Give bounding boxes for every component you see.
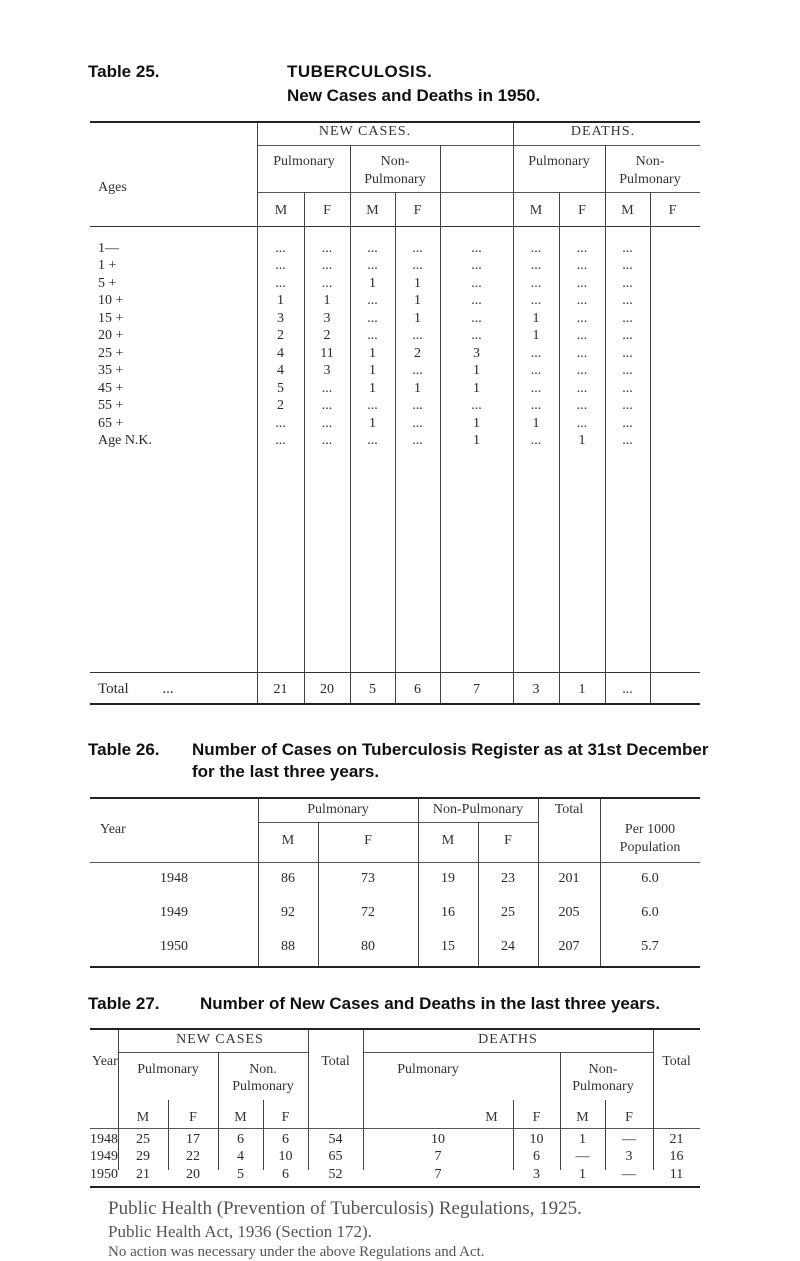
- t27-m-1: M: [136, 1110, 150, 1125]
- t25-age-row-label: 25 +: [98, 345, 124, 361]
- t25-age-row-cell: ...: [530, 398, 542, 414]
- t25-age-row-cell: ...: [576, 398, 588, 414]
- t27-year-row-cell: 10: [529, 1131, 544, 1147]
- table25-bottom-rule: [90, 703, 700, 705]
- t25-age-row-cell: ...: [412, 328, 423, 344]
- t25-age-row-cell: ...: [622, 363, 633, 379]
- t25-age-row-cell: ...: [576, 345, 588, 361]
- t25-age-row: [90, 240, 700, 258]
- t25-age-row: [90, 398, 700, 416]
- t25-age-row-cell: 1: [473, 380, 480, 396]
- t25-f-1: F: [323, 203, 331, 218]
- t27-year-row-cell: 11: [669, 1166, 684, 1182]
- t26-year-row-cell: 6.0: [641, 905, 659, 920]
- t27-year-row-cell: 52: [328, 1166, 343, 1182]
- t27-year-row-cell: —: [622, 1166, 636, 1182]
- t26-year-row-cell: 5.7: [641, 939, 659, 954]
- t25-age-row-cell: ...: [576, 328, 588, 344]
- t26-year-row-label: 1950: [160, 939, 188, 954]
- t27-year-row: [90, 1131, 700, 1149]
- t27-m-4: M: [576, 1110, 589, 1125]
- t27-non-header: Non.: [249, 1062, 277, 1077]
- t25-age-row-cell: ...: [412, 240, 423, 256]
- t25-total-row: [90, 681, 700, 698]
- t27-year-row-cell: 29: [136, 1149, 150, 1165]
- t25-age-row-cell: 1: [369, 380, 376, 396]
- t25-age-row-cell: ...: [622, 258, 633, 274]
- t27-year-row-cell: 20: [186, 1166, 200, 1182]
- table27-number: Table 27.: [88, 994, 160, 1013]
- footer-regulations-line: Public Health (Prevention of Tuberculosis) Regulations, 1925.: [108, 1198, 582, 1219]
- table26-number: Table 26.: [88, 740, 160, 759]
- t25-age-row-cell: 1: [532, 415, 540, 431]
- t26-year-row-label: 1948: [160, 871, 188, 886]
- t25-age-row-cell: 1: [532, 328, 540, 344]
- t26-year-row: [90, 930, 700, 964]
- t27-year-row-label: 1950: [90, 1166, 118, 1182]
- t25-age-row-cell: 5: [277, 380, 284, 396]
- t27-year-row-cell: 10: [431, 1131, 445, 1147]
- t25-m-3: M: [529, 203, 543, 218]
- t27-header-bottom-rule: [90, 1128, 700, 1129]
- t26-f-2: F: [504, 833, 512, 848]
- t25-age-row-cell: 2: [277, 328, 284, 344]
- t25-age-row-cell: ...: [576, 293, 588, 309]
- t25-age-row: [90, 363, 700, 381]
- t27-f-1: F: [189, 1110, 197, 1125]
- t25-age-row-cell: ...: [530, 380, 542, 396]
- t25-age-row-cell: ...: [622, 293, 633, 309]
- t25-age-row-cell: ...: [471, 258, 482, 274]
- t25-deaths-non-header: Non-: [635, 154, 665, 169]
- t25-m-1: M: [274, 203, 288, 218]
- table25-top-rule: [90, 121, 700, 123]
- t25-age-row-cell: ...: [412, 363, 423, 379]
- t25-total-cell: 3: [532, 681, 540, 697]
- t25-total-cell: ...: [622, 681, 633, 697]
- t26-m-1: M: [281, 833, 295, 848]
- t27-year-row-cell: 5: [237, 1166, 244, 1182]
- t25-age-row: [90, 275, 700, 293]
- t25-age-row-cell: ...: [622, 275, 633, 291]
- t25-f-3: F: [578, 203, 586, 218]
- t25-age-row: [90, 258, 700, 276]
- t27-year-row-cell: 7: [434, 1149, 442, 1165]
- table26-top-rule: [90, 797, 700, 799]
- t25-age-row-label: 5 +: [98, 275, 117, 291]
- t27-year-row-cell: —: [622, 1131, 636, 1147]
- t25-age-row-cell: ...: [576, 380, 588, 396]
- t25-age-row-label: 1—: [98, 240, 119, 256]
- t27-year-row-cell: 7: [434, 1166, 442, 1182]
- t27-year-row-cell: 21: [669, 1131, 684, 1147]
- t27-new-divider: [118, 1052, 308, 1053]
- t27-year-row: [90, 1149, 700, 1167]
- t25-total-cell: 21: [273, 681, 288, 697]
- table27-body: [90, 1131, 700, 1184]
- t25-age-row-cell: 1: [414, 380, 421, 396]
- t27-year-row-cell: 3: [533, 1166, 540, 1182]
- t25-age-row-cell: ...: [471, 398, 482, 414]
- t25-age-row-cell: ...: [321, 415, 333, 431]
- t25-age-row-cell: ...: [471, 328, 482, 344]
- t27-year-row-cell: —: [575, 1149, 590, 1165]
- t25-age-row-cell: ...: [367, 240, 378, 256]
- t26-year-row-cell: 19: [441, 871, 455, 886]
- t27-year-row-cell: 10: [278, 1149, 293, 1165]
- t25-age-row-cell: 1: [369, 415, 376, 431]
- t25-age-row-cell: ...: [321, 240, 333, 256]
- t25-deaths-pulmonary-header: Pulmonary: [528, 154, 590, 169]
- t27-year-row-cell: 25: [136, 1131, 150, 1147]
- footer-act-line: Public Health Act, 1936 (Section 172).: [108, 1222, 372, 1241]
- t26-year-row: [90, 862, 700, 896]
- t25-age-row-cell: 1: [414, 275, 421, 291]
- t25-age-row-cell: ...: [367, 433, 378, 449]
- table26-body: [90, 862, 700, 964]
- t25-age-row-label: 10 +: [98, 293, 124, 309]
- t25-header-divider: [257, 145, 700, 146]
- t27-total-header-1: Total: [321, 1054, 350, 1069]
- t26-per1000-header: Per 1000: [624, 822, 676, 837]
- t25-age-row-cell: ...: [471, 275, 482, 291]
- t25-age-row-cell: 3: [473, 345, 480, 361]
- t26-year-row-cell: 6.0: [641, 871, 659, 886]
- t25-age-row-cell: 1: [414, 293, 421, 309]
- t25-age-row-cell: ...: [275, 275, 286, 291]
- t26-year-row-cell: 205: [558, 905, 580, 920]
- t25-deaths-header: DEATHS.: [570, 124, 636, 139]
- t27-m-3: M: [485, 1110, 498, 1125]
- t25-age-row-cell: ...: [622, 415, 633, 431]
- table25-number: Table 25.: [88, 62, 160, 81]
- t27-deaths-pulmonary-header: Pulmonary: [397, 1062, 459, 1077]
- t25-age-row-cell: ...: [367, 293, 378, 309]
- t25-f-4: F: [668, 203, 677, 218]
- t25-age-row-cell: 2: [414, 345, 421, 361]
- t25-total-dots: ...: [162, 681, 174, 697]
- t26-year-row-cell: 207: [558, 939, 580, 954]
- t27-year-row-cell: 54: [328, 1131, 343, 1147]
- t25-age-row-label: 55 +: [98, 398, 124, 414]
- t25-age-row-cell: ...: [530, 240, 542, 256]
- t25-age-row-cell: ...: [412, 415, 423, 431]
- t26-year-row-cell: 16: [441, 905, 455, 920]
- t25-age-row: [90, 328, 700, 346]
- t27-year-row-cell: 16: [669, 1149, 684, 1165]
- t26-year-row-cell: 15: [441, 939, 455, 954]
- t27-year-row-cell: 6: [533, 1149, 540, 1165]
- t25-age-row-cell: ...: [576, 275, 588, 291]
- t27-year-row-cell: 4: [237, 1149, 244, 1165]
- t25-age-row-cell: ...: [412, 398, 423, 414]
- t25-age-row-cell: 2: [277, 398, 284, 414]
- t26-year-row: [90, 896, 700, 930]
- t27-year-row-cell: 3: [625, 1149, 633, 1165]
- t25-age-row-cell: 1: [578, 433, 586, 449]
- t25-age-row-cell: ...: [275, 415, 286, 431]
- t26-year-row-label: 1949: [160, 905, 188, 920]
- t26-year-row-cell: 201: [558, 871, 580, 886]
- t25-age-row-cell: 1: [323, 293, 331, 309]
- t27-new-cases-header: NEW CASES: [176, 1032, 264, 1047]
- t25-age-row-cell: ...: [530, 293, 542, 309]
- t25-age-row: [90, 293, 700, 311]
- t25-deaths-non-pulmonary-header: Pulmonary: [619, 172, 681, 187]
- t25-age-row-cell: 3: [323, 310, 331, 326]
- t25-age-row-cell: ...: [321, 433, 333, 449]
- t25-total-cell: 7: [473, 681, 480, 697]
- t27-deaths-non-header: Non-: [588, 1062, 618, 1077]
- t27-f-3: F: [532, 1110, 541, 1125]
- t25-age-row-label: 1 +: [98, 258, 117, 274]
- t25-age-row-cell: 1: [473, 415, 480, 431]
- t25-age-row-cell: ...: [576, 240, 588, 256]
- table27-bottom-rule: [90, 1186, 700, 1188]
- t26-total-header: Total: [554, 802, 584, 817]
- t25-age-row-cell: 1: [473, 363, 480, 379]
- t25-age-row-cell: ...: [622, 380, 633, 396]
- t25-age-row-cell: ...: [471, 310, 482, 326]
- t25-age-row-cell: ...: [367, 310, 378, 326]
- table25-subtitle: New Cases and Deaths in 1950.: [287, 86, 541, 105]
- t25-age-row-cell: ...: [622, 398, 633, 414]
- t27-deaths-divider: [363, 1052, 653, 1053]
- t27-pulmonary-header: Pulmonary: [137, 1062, 199, 1077]
- t26-year-row-cell: 23: [501, 871, 515, 886]
- t25-age-row-cell: ...: [530, 275, 542, 291]
- t26-year-row-cell: 24: [501, 939, 515, 954]
- t27-m-2: M: [234, 1110, 247, 1125]
- t25-age-row-cell: ...: [367, 328, 378, 344]
- t25-f-2: F: [413, 203, 422, 218]
- t25-age-row-cell: 1: [277, 293, 284, 309]
- t25-age-row-cell: ...: [530, 363, 542, 379]
- t25-age-row-cell: ...: [367, 398, 378, 414]
- t25-age-row-cell: ...: [530, 345, 542, 361]
- t27-f-2: F: [281, 1110, 290, 1125]
- t27-year-row-cell: 6: [282, 1131, 289, 1147]
- t25-age-row-cell: ...: [622, 345, 633, 361]
- t25-total-cell: 5: [369, 681, 376, 697]
- t25-age-row-cell: 1: [532, 310, 540, 326]
- t25-non-pulmonary-header: Pulmonary: [364, 172, 426, 187]
- table25-title: TUBERCULOSIS.: [287, 62, 433, 81]
- t26-year-header: Year: [100, 822, 126, 837]
- t25-age-row-cell: ...: [275, 258, 286, 274]
- t26-year-row-cell: 80: [361, 939, 375, 954]
- t25-age-row-cell: ...: [576, 415, 588, 431]
- t25-age-row: [90, 345, 700, 363]
- t25-m-4: M: [621, 203, 634, 218]
- t27-year-row-cell: 6: [282, 1166, 289, 1182]
- t25-age-row-label: 45 +: [98, 380, 124, 396]
- table26-title-line1: Number of Cases on Tuberculosis Register as at 31st December: [192, 740, 709, 759]
- footer-no-action-line: No action was necessary under the above Regulations and Act.: [108, 1244, 485, 1260]
- t27-year-row-cell: 17: [186, 1131, 200, 1147]
- t25-age-row-cell: 4: [277, 363, 284, 379]
- t25-age-row-cell: ...: [576, 258, 588, 274]
- t25-total-cell: 6: [414, 681, 421, 697]
- t25-age-row-cell: ...: [367, 258, 378, 274]
- t27-year-row-cell: 6: [237, 1131, 244, 1147]
- t25-age-row-cell: ...: [412, 258, 423, 274]
- t27-year-row-cell: 65: [328, 1149, 343, 1165]
- t27-deaths-non-pulmonary-header: Pulmonary: [572, 1079, 634, 1094]
- t25-age-row-cell: ...: [412, 433, 423, 449]
- t25-age-row: [90, 380, 700, 398]
- t25-age-row-cell: ...: [321, 275, 333, 291]
- t26-year-row-cell: 92: [281, 905, 295, 920]
- t25-age-row-cell: 1: [369, 345, 376, 361]
- t26-year-row-cell: 88: [281, 939, 295, 954]
- t25-age-row: [90, 433, 700, 451]
- t25-age-row: [90, 415, 700, 433]
- t26-year-row-cell: 73: [361, 871, 375, 886]
- table26-bottom-rule: [90, 966, 700, 968]
- t25-age-row-cell: ...: [622, 328, 633, 344]
- t27-year-row-cell: 1: [579, 1131, 586, 1147]
- t25-age-row-cell: ...: [321, 380, 333, 396]
- t25-age-row-label: 65 +: [98, 415, 124, 431]
- t27-year-row-label: 1948: [90, 1131, 118, 1147]
- t25-ages-header: Ages: [98, 180, 127, 195]
- t25-age-row-cell: 1: [473, 433, 480, 449]
- t25-age-row-cell: ...: [622, 433, 633, 449]
- t25-age-row-label: 35 +: [98, 363, 124, 379]
- t25-age-row-cell: ...: [321, 258, 333, 274]
- t25-new-cases-header: NEW CASES.: [318, 124, 412, 139]
- table25-body: [90, 240, 700, 450]
- t25-age-row-label: 15 +: [98, 310, 124, 326]
- t26-sub-divider: [258, 822, 538, 823]
- t27-year-row-cell: 1: [579, 1166, 586, 1182]
- t25-age-row: [90, 310, 700, 328]
- t27-year-row-label: 1949: [90, 1149, 118, 1165]
- t27-deaths-header: DEATHS: [478, 1032, 538, 1047]
- t25-age-row-cell: ...: [321, 398, 333, 414]
- t25-non-header: Non-: [380, 154, 410, 169]
- t26-non-pulmonary-header: Non-Pulmonary: [432, 802, 524, 817]
- t25-age-row-cell: ...: [530, 433, 542, 449]
- t25-age-row-label: 20 +: [98, 328, 124, 344]
- t25-age-row-label: Age N.K.: [98, 433, 153, 449]
- t25-age-row-cell: 3: [277, 310, 284, 326]
- t26-pulmonary-header: Pulmonary: [307, 802, 369, 817]
- table27-title: Number of New Cases and Deaths in the last three years.: [200, 994, 661, 1013]
- t25-age-row-cell: ...: [275, 240, 286, 256]
- t26-f-1: F: [364, 833, 372, 848]
- t26-m-2: M: [441, 833, 455, 848]
- t25-age-row-cell: ...: [622, 310, 633, 326]
- t25-age-row-cell: 1: [414, 310, 421, 326]
- t27-f-4: F: [625, 1110, 633, 1125]
- t25-subheader-divider: [257, 192, 700, 193]
- t26-year-row-cell: 86: [281, 871, 295, 886]
- t26-year-row-cell: 72: [361, 905, 375, 920]
- t25-age-row-cell: 11: [320, 345, 334, 361]
- t25-age-row-cell: ...: [576, 363, 588, 379]
- t26-population-header: Population: [619, 840, 681, 855]
- t25-age-row-cell: ...: [471, 293, 482, 309]
- t26-year-row-cell: 25: [501, 905, 515, 920]
- t27-total-header-2: Total: [662, 1054, 691, 1069]
- t27-non-pulmonary-header: Pulmonary: [232, 1079, 294, 1094]
- t25-total-rule: [90, 672, 700, 673]
- t27-year-header: Year: [92, 1054, 118, 1069]
- t25-m-2: M: [366, 203, 379, 218]
- t25-total-label: Total: [98, 681, 129, 697]
- t27-year-row: [90, 1166, 700, 1184]
- table27-top-rule: [90, 1028, 700, 1030]
- t25-age-row-cell: ...: [275, 433, 286, 449]
- t25-total-cell: 1: [578, 681, 586, 697]
- t25-age-row-cell: ...: [576, 310, 588, 326]
- t27-year-row-cell: 21: [136, 1166, 150, 1182]
- t25-age-row-cell: 4: [277, 345, 284, 361]
- t25-pulmonary-header: Pulmonary: [273, 154, 335, 169]
- t25-age-row-cell: 1: [369, 363, 376, 379]
- table26-title-line2: for the last three years.: [192, 762, 380, 781]
- table25-total-row: [90, 681, 700, 698]
- t25-age-row-cell: ...: [622, 240, 633, 256]
- t25-age-row-cell: 3: [323, 363, 331, 379]
- t25-age-row-cell: ...: [471, 240, 482, 256]
- t25-age-row-cell: 2: [323, 328, 331, 344]
- t25-total-cell: 20: [320, 681, 334, 697]
- t25-age-row-cell: 1: [369, 275, 376, 291]
- t27-year-row-cell: 22: [186, 1149, 200, 1165]
- t25-age-row-cell: ...: [530, 258, 542, 274]
